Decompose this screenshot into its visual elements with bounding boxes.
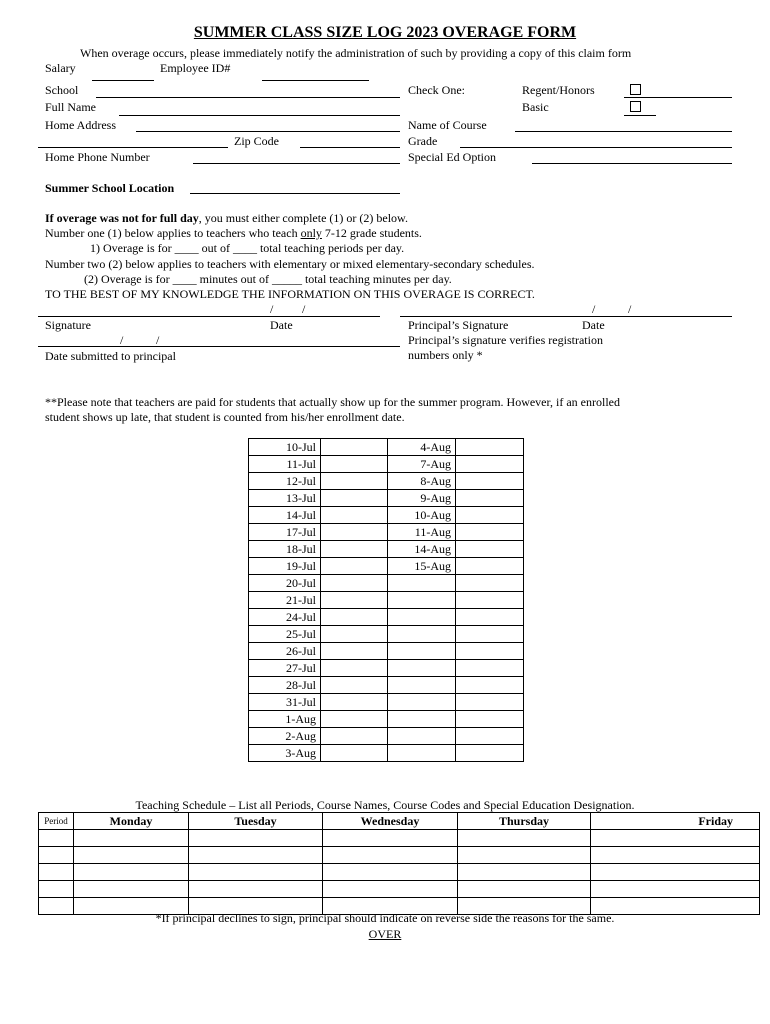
date-row [249,541,524,558]
date-cell: 17-Jul [249,524,321,541]
schedule-cell[interactable] [74,847,189,864]
date-cell: 13-Jul [249,490,321,507]
overage-rest: , you must either complete (1) or (2) below. [198,211,408,225]
date-cell [388,711,456,728]
date-row [249,711,524,728]
date-row [249,745,524,762]
count-cell[interactable] [321,473,388,490]
overage-instruction [45,211,408,225]
date-row [249,660,524,677]
schedule-row [39,847,760,864]
date-cell [388,660,456,677]
schedule-caption: Teaching Schedule – List all Periods, Course Names, Course Codes and Special Education Designation. [135,798,635,812]
date-cell: 11-Jul [249,456,321,473]
date-row [249,626,524,643]
schedule-cell[interactable] [458,864,591,881]
date-cell: 10-Jul [249,439,321,456]
date-cell: 27-Jul [249,660,321,677]
date-row [249,575,524,592]
date-row [249,694,524,711]
schedule-row [39,864,760,881]
schedule-cell[interactable] [74,881,189,898]
count-cell[interactable] [321,626,388,643]
home-phone-label: Home Phone Number [45,150,150,164]
employee-id-label: Employee ID# [160,61,231,75]
principal-date-slash-1: / [592,302,596,316]
schedule-cell[interactable] [591,881,760,898]
count-cell[interactable] [321,660,388,677]
number-one-text [45,226,422,240]
count-cell[interactable] [321,694,388,711]
date-row [249,439,524,456]
count-cell[interactable] [456,626,524,643]
date-cell: 19-Jul [249,558,321,575]
zip-code-label: Zip Code [234,134,279,148]
signature-label: Signature [45,318,91,332]
home-phone-field[interactable] [193,163,400,164]
course-name-label: Name of Course [408,118,487,132]
date-cell [388,694,456,711]
date-cell: 26-Jul [249,643,321,660]
schedule-cell[interactable] [189,830,323,847]
over-label: OVER [368,927,402,941]
count-cell[interactable] [321,524,388,541]
count-cell[interactable] [321,490,388,507]
period-cell[interactable] [39,864,74,881]
regent-honors-line [624,97,732,98]
count-cell[interactable] [321,711,388,728]
count-cell[interactable] [456,677,524,694]
schedule-cell[interactable] [591,847,760,864]
schedule-cell[interactable] [591,830,760,847]
period-cell[interactable] [39,881,74,898]
schedule-cell[interactable] [323,830,458,847]
tuesday-header: Tuesday [189,813,323,830]
count-cell[interactable] [321,439,388,456]
date-cell [388,626,456,643]
certify-text: TO THE BEST OF MY KNOWLEDGE THE INFORMATION ON THIS OVERAGE IS CORRECT. [45,287,535,301]
schedule-cell[interactable] [189,864,323,881]
schedule-cell[interactable] [323,881,458,898]
date-row [249,728,524,745]
count-cell[interactable] [456,694,524,711]
date-submitted-line[interactable] [38,346,400,347]
count-cell[interactable] [456,558,524,575]
count-cell[interactable] [321,677,388,694]
count-cell[interactable] [456,660,524,677]
count-cell[interactable] [321,592,388,609]
date-cell: 21-Jul [249,592,321,609]
date-cell: 14-Jul [249,507,321,524]
count-cell[interactable] [456,541,524,558]
zip-code-field[interactable] [300,147,400,148]
date-row [249,524,524,541]
date-cell: 12-Jul [249,473,321,490]
date-cell: 8-Aug [388,473,456,490]
schedule-cell[interactable] [189,847,323,864]
regent-honors-checkbox[interactable] [630,84,641,98]
date-row [249,592,524,609]
home-address-field[interactable] [136,131,400,132]
submitted-slash-2: / [156,333,160,347]
date-cell [388,677,456,694]
salary-label: Salary [45,61,76,75]
date-cell [388,575,456,592]
schedule-cell[interactable] [74,864,189,881]
count-cell[interactable] [456,456,524,473]
schedule-cell[interactable] [458,881,591,898]
form-title: SUMMER CLASS SIZE LOG 2023 OVERAGE FORM [193,24,577,41]
date-cell: 9-Aug [388,490,456,507]
date-cell: 28-Jul [249,677,321,694]
employee-id-field[interactable] [262,80,369,81]
basic-label: Basic [522,100,549,114]
date-cell: 4-Aug [388,439,456,456]
school-label: School [45,83,79,97]
monday-header: Monday [74,813,189,830]
date-cell [388,592,456,609]
schedule-cell[interactable] [458,830,591,847]
schedule-row [39,881,760,898]
summer-location-label: Summer School Location [45,181,175,195]
thursday-header: Thursday [458,813,591,830]
count-cell[interactable] [456,728,524,745]
principal-note-2: numbers only * [408,348,483,362]
count-cell[interactable] [321,456,388,473]
date-cell: 3-Aug [249,745,321,762]
date-row [249,473,524,490]
count-cell[interactable] [321,541,388,558]
schedule-cell[interactable] [323,864,458,881]
count-cell[interactable] [321,507,388,524]
date-row [249,490,524,507]
sig-date-slash-1: / [270,302,274,316]
date-cell: 20-Jul [249,575,321,592]
date-cell [388,745,456,762]
count-cell[interactable] [456,507,524,524]
count-cell[interactable] [321,558,388,575]
period-cell[interactable] [39,847,74,864]
number-one-only: only [300,226,322,240]
decline-note: *If principal declines to sign, principal should indicate on reverse side the reasons for the same. [155,911,615,925]
count-cell[interactable] [456,609,524,626]
principal-signature-line[interactable] [400,316,732,317]
count-cell[interactable] [456,711,524,728]
basic-line [624,115,656,116]
full-name-label: Full Name [45,100,96,114]
grade-label: Grade [408,134,438,148]
date-cell: 31-Jul [249,694,321,711]
date-cell: 11-Aug [388,524,456,541]
wednesday-header: Wednesday [323,813,458,830]
count-cell[interactable] [456,439,524,456]
payment-note-1: **Please note that teachers are paid for students that actually show up for the summer program. However, if an enrolled [45,395,620,409]
count-cell[interactable] [321,728,388,745]
date-row [249,507,524,524]
course-name-field[interactable] [515,131,732,132]
date-cell [388,728,456,745]
number-two-text: Number two (2) below applies to teachers with elementary or mixed elementary-secondary schedules. [45,257,535,271]
salary-field[interactable] [92,80,154,81]
principal-signature-label: Principal’s Signature [408,318,509,332]
friday-header: Friday [591,813,760,830]
schedule-row [39,830,760,847]
number-one-b: 7-12 grade students. [321,226,422,240]
date-cell [388,609,456,626]
count-cell[interactable] [456,490,524,507]
summer-location-field[interactable] [190,193,400,194]
date-cell: 15-Aug [388,558,456,575]
signature-date-label: Date [270,318,293,332]
date-cell: 18-Jul [249,541,321,558]
submitted-slash-1: / [120,333,124,347]
payment-note-2: student shows up late, that student is counted from his/her enrollment date. [45,410,405,424]
principal-date-slash-2: / [628,302,632,316]
count-cell[interactable] [456,524,524,541]
date-row [249,677,524,694]
intro-text: When overage occurs, please immediately notify the administration of such by providing a copy of this claim form [80,46,632,60]
full-name-field[interactable] [119,115,400,116]
date-cell: 2-Aug [249,728,321,745]
signature-line[interactable] [38,316,380,317]
sig-date-slash-2: / [302,302,306,316]
principal-date-label: Date [582,318,605,332]
home-address-label: Home Address [45,118,116,132]
count-cell[interactable] [321,575,388,592]
schedule-table [38,812,760,915]
special-ed-field[interactable] [532,163,732,164]
date-cell: 25-Jul [249,626,321,643]
date-cell [388,643,456,660]
item-two-text: (2) Overage is for ____ minutes out of _____ total teaching minutes per day. [84,272,452,286]
date-cell: 24-Jul [249,609,321,626]
item-one-text: 1) Overage is for ____ out of ____ total teaching periods per day. [90,241,405,255]
count-cell[interactable] [456,473,524,490]
schedule-cell[interactable] [323,847,458,864]
overage-bold: If overage was not for full day [45,211,199,225]
count-cell[interactable] [456,592,524,609]
count-cell[interactable] [321,643,388,660]
dates-table [248,438,524,762]
date-submitted-label: Date submitted to principal [45,349,176,363]
schedule-cell[interactable] [458,847,591,864]
home-address-field-2[interactable] [38,147,228,148]
count-cell[interactable] [456,745,524,762]
date-row [249,643,524,660]
date-cell: 10-Aug [388,507,456,524]
special-ed-label: Special Ed Option [408,150,496,164]
date-cell: 1-Aug [249,711,321,728]
schedule-cell[interactable] [591,864,760,881]
count-cell[interactable] [456,643,524,660]
number-one-a: Number one (1) below applies to teachers who teach [45,226,301,240]
schedule-cell[interactable] [189,881,323,898]
date-row [249,558,524,575]
date-row [249,609,524,626]
date-row [249,456,524,473]
date-cell: 14-Aug [388,541,456,558]
school-field[interactable] [96,97,400,98]
count-cell[interactable] [456,575,524,592]
principal-note-1: Principal’s signature verifies registration [408,333,603,347]
schedule-cell[interactable] [74,830,189,847]
regent-honors-label: Regent/Honors [522,83,595,97]
grade-field[interactable] [460,147,732,148]
check-one-label: Check One: [408,83,465,97]
date-cell: 7-Aug [388,456,456,473]
count-cell[interactable] [321,609,388,626]
count-cell[interactable] [321,745,388,762]
period-header: Period [39,813,74,830]
basic-checkbox[interactable] [630,101,641,115]
period-cell[interactable] [39,830,74,847]
